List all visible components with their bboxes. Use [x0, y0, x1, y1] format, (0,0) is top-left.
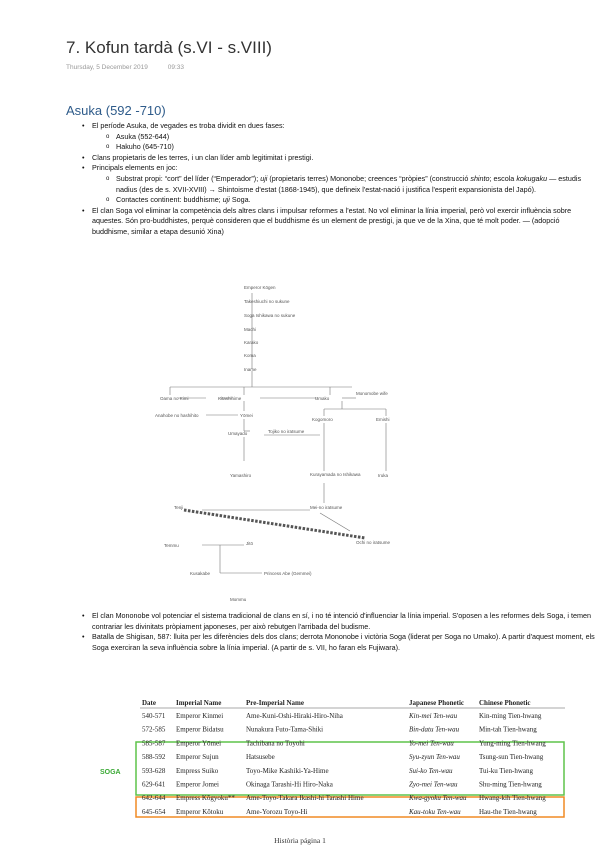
tree-node: Kurayamada no Ishikawa: [310, 472, 361, 477]
list-item: o Contactes continent: buddhisme; uji Soga.: [104, 195, 590, 206]
tree-node: Iname: [244, 367, 257, 372]
table-cell: Emperor Bidatsu: [176, 725, 224, 734]
tree-node: Koma: [244, 353, 256, 358]
table-cell: 593-628: [142, 766, 166, 775]
list-item: • Principals elements en joc: o Substrat propi: “cort” del líder (“Emperador”); uji (propietaris terres) Mononobe; creences “pròpies” (construcció shinto; escola kokugaku — estudis nadius (des de s. XVII-XVIII) → Shintoisme d'estat (1868-1945), que defineix l'estat-nació i justifica l'esperit expansionista del Japó). o Contactes continent: buddhisme; uji Soga.: [80, 163, 590, 205]
table-cell: 540-571: [142, 712, 166, 720]
page-footer: Història página 1: [274, 836, 326, 845]
tree-node: Yamashiro: [230, 473, 252, 478]
list-item: o Asuka (552-644): [104, 132, 590, 143]
table-cell: 645-654: [142, 807, 166, 816]
tree-node: Takeshiuchi no sukune: [244, 299, 290, 304]
list-item: • El clan Mononobe vol potenciar el sistema tradicional de clans en sí, i no té intenció d'influenciar la línia imperial. S'oposen a les reformes dels Soga, i temen contrariar les divinitats pròpiament japoneses, per això rebutgen l'arribada del budisme.: [80, 611, 595, 632]
list-item: o Substrat propi: “cort” del líder (“Emperador”); uji (propietaris terres) Mononobe; creences “pròpies” (construcció shinto; escola kokugaku — estudis nadius (des de s. XVII-XVIII) → Shintoisme d'estat (1868-1945), que defineix l'estat-nació i justifica l'esperit expansionista del Japó).: [104, 174, 590, 195]
tree-node: Mommu: [230, 597, 247, 602]
table-cell: Ame-Yorozu Toyo-Hi: [246, 807, 308, 816]
tree-node: Umako: [315, 396, 330, 401]
page-date: Thursday, 5 December 2019: [66, 64, 148, 71]
list-item: o Hakuho (645-710): [104, 142, 590, 153]
soga-family-tree: [155, 283, 460, 605]
tree-node: Emishi: [376, 417, 390, 422]
table-cell: Emperor Kōtoku: [176, 807, 224, 816]
table-header: Japanese Phonetic: [409, 699, 465, 707]
table-cell: Kin-ming Tien-hwang: [479, 712, 542, 720]
bullet-list-2: [80, 611, 595, 653]
table-cell: Hwang-kih Tien-hwang: [479, 794, 546, 803]
bullet-list-1: [80, 121, 590, 238]
table-cell: Yo-mei Ten-wau: [409, 739, 454, 748]
table-cell: Syu-zyun Ten-wau: [409, 753, 460, 762]
tree-node: Kogomoro: [312, 417, 333, 422]
tree-node: Yōmei: [240, 413, 253, 418]
list-item: • El clan Soga vol eliminar la competència dels altres clans i impulsar reformes a l'estat. No vol eliminar la línia imperial, però vol exercir influència sobre aquestes. Són pro-buddhistes, perquè consideren que el buddhisme és un element de prestigi, ja que ve de la Xina, que té molt poder. — (adopció buddhisme, similar a etapa desunió Xina): [80, 206, 590, 238]
tree-node: Ochi no iratsume: [356, 540, 391, 545]
table-cell: Emperor Yōmei: [176, 739, 222, 748]
table-cell: Tachibana no Toyohi: [246, 739, 305, 748]
tree-node: Karako: [244, 340, 259, 345]
tree-node: Tenji: [174, 505, 184, 510]
table-cell: Emperor Jomei: [176, 780, 219, 789]
table-cell: Hau-the Tien-hwang: [479, 807, 537, 816]
tree-node: Soga Ishikawa no sukune: [244, 313, 296, 318]
table-cell: Tui-ku Tien-hwang: [479, 766, 534, 775]
list-item: • El període Asuka, de vegades es troba dividit en dues fases: o Asuka (552-644) o Hakuho (645-710): [80, 121, 590, 153]
table-cell: Shu-ming Tien-hwang: [479, 780, 542, 789]
page-title: 7. Kofun tardà (s.VI - s.VIII): [66, 38, 272, 57]
table-cell: Min-tah Tien-hwang: [479, 725, 537, 734]
table-cell: Emperor Kinmei: [176, 712, 224, 720]
tree-node: Iruka: [378, 473, 389, 478]
table-cell: Kin-mei Ten-wau: [409, 712, 458, 720]
table-cell: Okinaga Tarashi-Hi Hiro-Naka: [246, 780, 333, 789]
table-cell: Emperor Sujun: [176, 753, 219, 762]
list-item: • Clans propietaris de les terres, i un clan líder amb legitimitat i prestigi.: [80, 153, 590, 164]
tree-node: Mei-no iratsume: [310, 505, 343, 510]
table-cell: Ame-Kuni-Oshi-Hiraki-Hiro-Niha: [246, 712, 343, 720]
table-cell: Zyo-mei Ten-wau: [409, 780, 458, 789]
table-header: Chinese Phonetic: [479, 699, 531, 707]
table-header: Pre-Imperial Name: [246, 699, 304, 707]
table-cell: 642-644: [142, 794, 166, 803]
page-time: 09:33: [167, 64, 184, 71]
table-cell: Kau-toku Ten-wau: [409, 807, 461, 816]
table-cell: Hatsusebe: [246, 753, 275, 762]
table-cell: Sui-ko Ten-wau: [409, 766, 453, 775]
tree-node: Emperor Kōgen: [244, 285, 276, 290]
table-cell: Ame-Toyo-Takara Ikashi-hi Tarashi Hime: [246, 794, 364, 803]
tree-node: Jitō: [246, 541, 254, 546]
tree-node: Machi: [244, 327, 257, 332]
list-item: • Batalla de Shigisan, 587: lluita per les diferències dels dos clans; derrota Mononobe i victòria Soga (liderat per Soga no Umako). A partir d'aquest moment, els Soga exerciran la seva influència sobre la línia imperial. (A partir de s. VII, ho faran els Fujiwara).: [80, 632, 595, 653]
table-cell: 629-641: [142, 780, 166, 789]
tree-node: Monomobe wife: [356, 391, 388, 396]
tree-node: Kusakabe: [190, 571, 211, 576]
table-cell: 588-592: [142, 753, 166, 762]
table-cell: Yung-ming Tien-hwang: [479, 739, 546, 748]
table-cell: Tsung-sun Tien-hwang: [479, 753, 544, 762]
table-cell: Bin-datu Ten-wau: [409, 725, 460, 734]
table-cell: 572-585: [142, 725, 166, 734]
emperors-table: [140, 696, 570, 816]
table-cell: Kwa-gyoku Ten-wau: [409, 794, 467, 803]
table-cell: Empress Kōgyoku**: [176, 794, 235, 803]
tree-node: Temmu: [164, 543, 179, 548]
page-meta: [66, 64, 202, 71]
table-cell: Nunakura Futo-Tama-Shiki: [246, 725, 324, 734]
tree-node: Princess Abe (Gemmei): [264, 571, 312, 576]
table-cell: Toyo-Mike Kashiki-Ya-Hime: [246, 766, 329, 775]
soga-label: SOGA: [100, 769, 121, 776]
tree-node: Umayado: [228, 431, 248, 436]
table-cell: Empress Suiko: [176, 766, 219, 775]
tree-node: Kitashihime: [218, 396, 242, 401]
table-header: Date: [142, 699, 156, 707]
table-header: Imperial Name: [176, 699, 222, 707]
table-cell: 585-587: [142, 739, 166, 748]
tree-node: Anahobe no hashihito: [155, 413, 199, 418]
section-heading: Asuka (592 -710): [66, 103, 166, 118]
tree-node: Tojiko no iratsume: [268, 429, 305, 434]
tree-node: Oama no Kimi: [160, 396, 189, 401]
